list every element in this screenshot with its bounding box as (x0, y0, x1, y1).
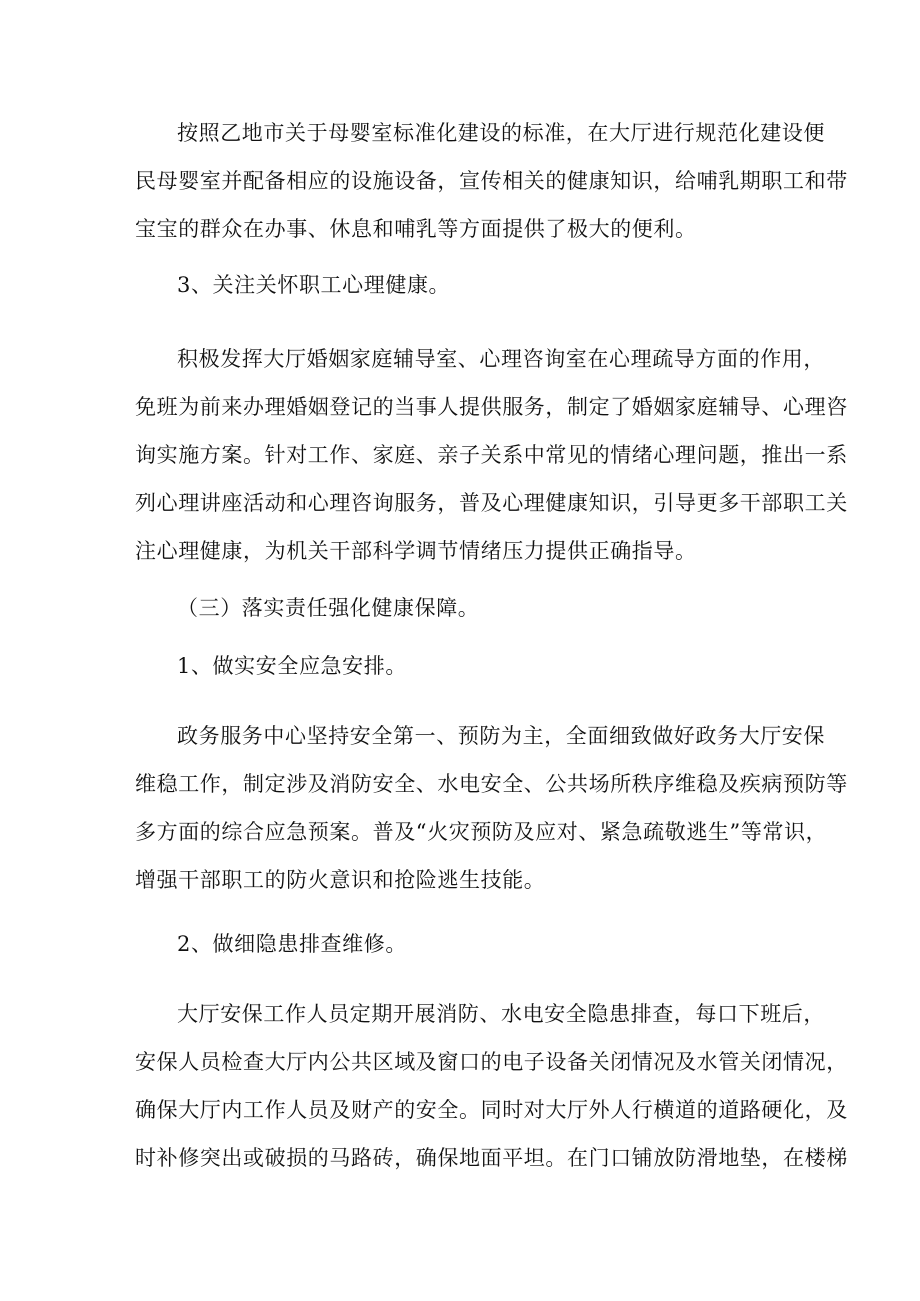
text-line: 宝宝的群众在办事、休息和哺乳等方面提供了极大的便利。 (135, 217, 697, 241)
text-line: 增强干部职工的防火意识和抢险逃生技能。 (135, 868, 546, 892)
section-heading: 1、做实安全应急安排。 (177, 654, 407, 678)
text-line: 确保大厅内工作人员及财产的安全。同时对大厅外人行横道的道路硬化，及 (135, 1098, 848, 1122)
text-line: 时补修突出或破损的马路砖，确保地面平坦。在门口铺放防滑地垫，在楼梯 (135, 1146, 848, 1170)
text-line: 免班为前来办理婚姻登记的当事人提供服务，制定了婚姻家庭辅导、心理咨 (135, 395, 848, 419)
section-heading: 3、关注关怀职工心理健康。 (177, 273, 451, 297)
text-line: 注心理健康，为机关干部科学调节情绪压力提供正确指导。 (135, 539, 697, 563)
text-line: 列心理讲座活动和心理咨询服务，普及心理健康知识，引导更多干部职工关 (135, 491, 848, 515)
text-line: 多方面的综合应急预案。普及“火灾预防及应对、紧急疏敬逃生”等常识， (135, 820, 828, 844)
text-line: 按照乙地市关于母婴室标准化建设的标准，在大厅进行规范化建设便 (177, 121, 825, 145)
section-heading: （三）落实责任强化健康保障。 (177, 596, 480, 620)
text-line: 政务服务中心坚持安全第一、预防为主，全面细致做好政务大厅安保 (177, 724, 825, 748)
text-line: 民母婴室并配备相应的设施设备，宣传相关的健康知识，给哺乳期职工和带 (135, 169, 848, 193)
text-line: 询实施方案。针对工作、家庭、亲子关系中常见的情绪心理问题，推出一系 (135, 443, 848, 467)
text-line: 维稳工作，制定涉及消防安全、水电安全、公共场所秩序维稳及疾病预防等 (135, 772, 848, 796)
text-line: 积极发挥大厅婚姻家庭辅导室、心理咨询室在心理疏导方面的作用， (177, 347, 825, 371)
text-line: 安保人员检查大厅内公共区域及窗口的电子设备关闭情况及水管关闭情况， (135, 1050, 848, 1074)
text-line: 大厅安保工作人员定期开展消防、水电安全隐患排查，每口下班后， (177, 1002, 825, 1026)
section-heading: 2、做细隐患排查维修。 (177, 932, 407, 956)
